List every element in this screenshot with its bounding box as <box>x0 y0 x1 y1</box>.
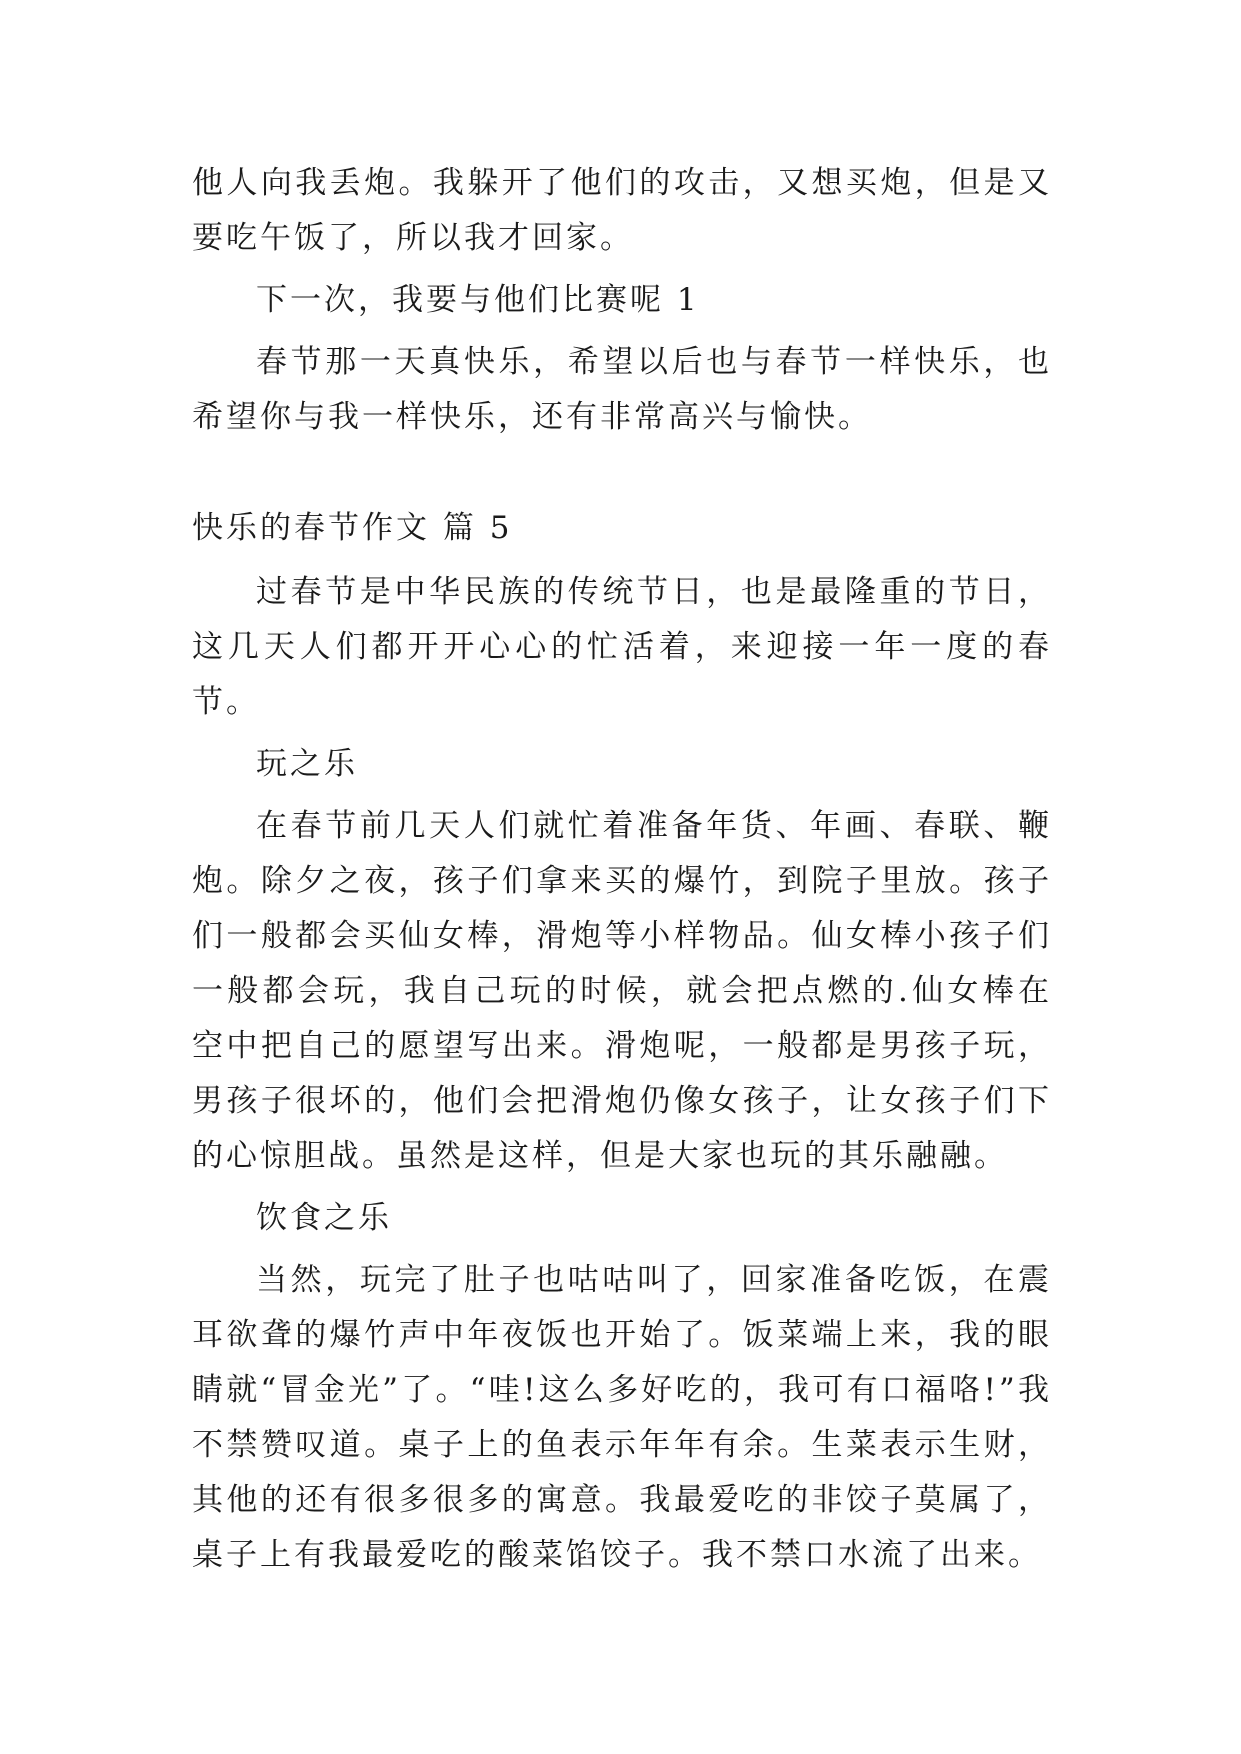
paragraph-continuation: 他人向我丢炮。我躲开了他们的攻击，又想买炮，但是又要吃午饭了，所以我才回家。 <box>192 165 1052 256</box>
subheading-play: 玩之乐 <box>256 746 358 782</box>
document-body <box>192 156 1052 1590</box>
subheading-food: 饮食之乐 <box>256 1200 392 1236</box>
paragraph-intro: 过春节是中华民族的传统节日，也是最隆重的节日，这几天人们都开开心心的忙活着，来迎接一年一度的春节。 <box>192 574 1052 720</box>
paragraph-food: 当然，玩完了肚子也咕咕叫了，回家准备吃饭，在震耳欲聋的爆竹声中年夜饭也开始了。饭菜端上来，我的眼睛就“冒金光”了。“哇!这么多好吃的，我可有口福咯!”我不禁赞叹道。桌子上的鱼表示年年有余。生菜表示生财，其他的还有很多很多的寓意。我最爱吃的非饺子莫属了，桌子上有我最爱吃的酸菜馅饺子。我不禁口水流了出来。 <box>192 1262 1052 1573</box>
paragraph-play: 在春节前几天人们就忙着准备年货、年画、春联、鞭炮。除夕之夜，孩子们拿来买的爆竹，到院子里放。孩子们一般都会买仙女棒，滑炮等小样物品。仙女棒小孩子们一般都会玩，我自己玩的时候，就会把点燃的.仙女棒在空中把自己的愿望写出来。滑炮呢，一般都是男孩子玩，男孩子很坏的，他们会把滑炮仍像女孩子，让女孩子们下的心惊胆战。虽然是这样，但是大家也玩的其乐融融。 <box>192 808 1052 1174</box>
paragraph-next-time: 下一次，我要与他们比赛呢 1 <box>256 282 700 318</box>
paragraph-happy-wish: 春节那一天真快乐，希望以后也与春节一样快乐，也希望你与我一样快乐，还有非常高兴与愉快。 <box>192 344 1052 435</box>
section-heading: 快乐的春节作文 篇 5 <box>192 510 513 546</box>
